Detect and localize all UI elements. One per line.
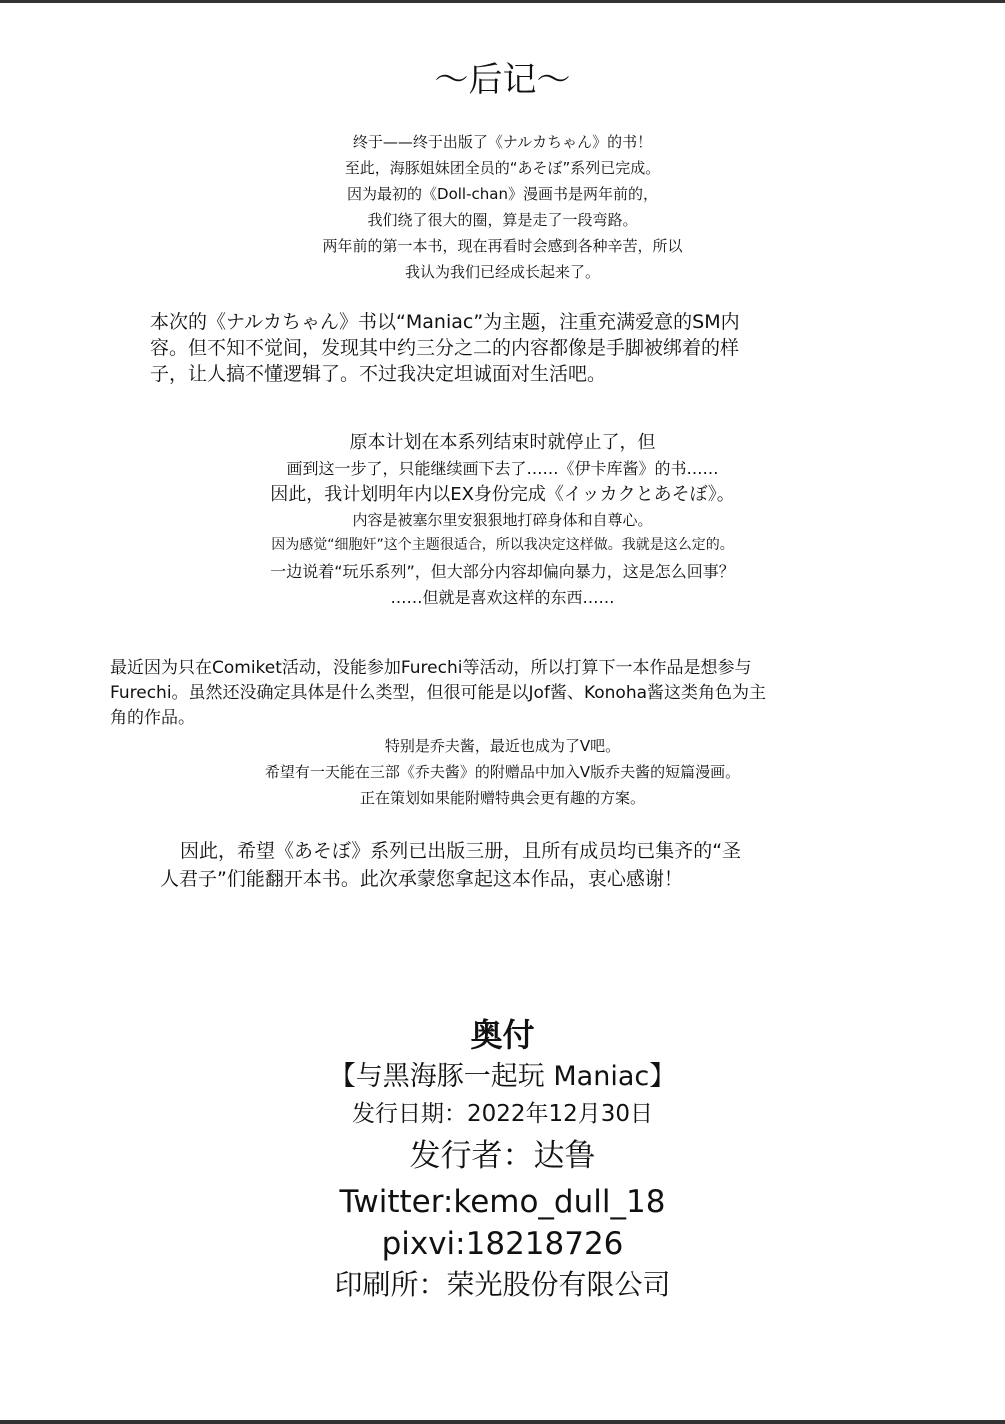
text-line: 我认为我们已经成长起来了。 <box>404 263 600 281</box>
text-line: 因此，希望《あそぼ》系列已出版三册，且所有成员均已集齐的“圣 <box>180 840 742 862</box>
text-line: 人君子”们能翻开本书。此次承蒙您拿起这本作品，衷心感谢！ <box>160 868 683 890</box>
text-line: 因为感觉“细胞奸”这个主题很适合，所以我决定这样做。我就是这么定的。 <box>271 537 734 553</box>
pixiv-id: pixvi:18218726 <box>381 1226 624 1262</box>
text-line: Furechi。虽然还没确定具体是什么类型，但很可能是以Jof酱、Konoha酱这类角色为主 <box>110 683 767 703</box>
text-line: 本次的《ナルカちゃん》书以“Maniac”为主题，注重充满爱意的SM内 <box>150 311 740 333</box>
publish-date: 发行日期：2022年12月30日 <box>351 1101 654 1127</box>
colophon-heading: 奥付 <box>470 1016 535 1054</box>
text-line: 原本计划在本系列结束时就停止了，但 <box>349 432 656 453</box>
text-line: 我们绕了很大的圈，算是走了一段弯路。 <box>367 211 638 229</box>
twitter-handle: Twitter:kemo_dull_18 <box>339 1184 666 1220</box>
afterword-para-1 <box>0 129 1005 285</box>
top-border <box>0 0 1005 3</box>
text-line: 因此，我计划明年内以EX身份完成《イッカクとあそぼ》。 <box>270 484 735 505</box>
text-line: ……但就是喜欢这样的东西…… <box>390 588 615 607</box>
text-line: 内容是被塞尔里安狠狠地打碎身体和自尊心。 <box>352 511 653 529</box>
text-line: 至此，海豚姐妹团全员的“あそぼ”系列已完成。 <box>344 159 661 177</box>
afterword-para-6 <box>160 837 741 893</box>
text-line: 容。但不知不觉间，发现其中约三分之二的内容都像是手脚被绑着的样 <box>150 337 740 359</box>
afterword-para-5 <box>0 733 1005 811</box>
text-line: 希望有一天能在三部《乔夫酱》的附赠品中加入V版乔夫酱的短篇漫画。 <box>264 763 741 781</box>
text-line: 终于——终于出版了《ナルカちゃん》的书！ <box>352 133 653 151</box>
afterword-para-2 <box>150 309 740 387</box>
afterword-para-4 <box>110 656 766 731</box>
publisher: 发行者：达鲁 <box>409 1138 596 1174</box>
text-line: 特别是乔夫酱，最近也成为了V吧。 <box>384 737 621 755</box>
text-line: 子，让人搞不懂逻辑了。不过我决定坦诚面对生活吧。 <box>150 363 607 385</box>
text-line: 最近因为只在Comiket活动，没能参加Furechi等活动，所以打算下一本作品是想参与 <box>110 658 752 678</box>
text-line: 两年前的第一本书，现在再看时会感到各种辛苦，所以 <box>322 237 683 255</box>
colophon <box>0 1012 1005 1306</box>
afterword-para-3 <box>0 430 1005 610</box>
book-title: 【与黑海豚一起玩 Maniac】 <box>328 1061 677 1092</box>
text-line: 角的作品。 <box>110 708 195 728</box>
text-line: 正在策划如果能附赠特典会更有趣的方案。 <box>359 789 645 807</box>
text-line: 因为最初的《Doll-chan》漫画书是两年前的， <box>347 185 658 203</box>
page-title: ～后记～ <box>434 60 571 100</box>
printer: 印刷所：荣光股份有限公司 <box>334 1268 671 1301</box>
text-line: 画到这一步了，只能继续画下去了……《伊卡库酱》的书…… <box>286 459 719 478</box>
text-line: 一边说着“玩乐系列”，但大部分内容却偏向暴力，这是怎么回事？ <box>270 562 735 581</box>
bottom-border <box>0 1420 1005 1424</box>
